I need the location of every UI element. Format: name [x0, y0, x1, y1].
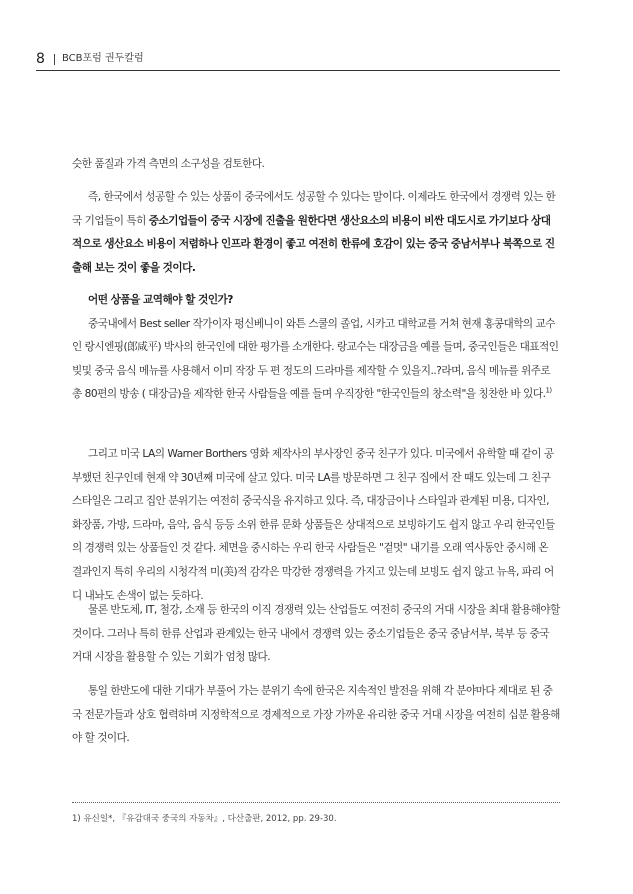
paragraph-3-text [72, 313, 560, 407]
paragraph-6 [72, 680, 560, 751]
section-heading: 어떤 상품을 교역해야 할 것인가? [88, 294, 233, 306]
page-number: 8 [36, 51, 45, 67]
paragraph-4-text: 그리고 미국 LA의 Warner Borthers 영화 제작사의 부사장인 중국 친구가 있다. 미국에서 유학할 때 같이 공부했던 친구인데 현재 약 30년째 미국에 살고 있다. 미국 LA를 방문하면 그 친구 집에서 잔 때도 있는데 그 친구 스타일은 그리고 집안 분위기는 여전히 중국식을 유지하고 있다. 즉, 대장금이나 스타일과 관계된 미용, 디자인, 화장품, 가방, 드라마, 음악, 음식 등등 소위 한류 문화 상품들은 상대적으로 보빙하기도 쉽지 않고 우리 한국인들의 경쟁력 있는 상품들인 것 같다. 체면을 중시하는 우리 한국 사람들은 "겉멋" 내기를 오래 역사동안 중시해 온 결과인지 특히 우리의 시청각적 미(美)적 감각은 막강한 경쟁력을 가지고 있는데 보빙도 쉽지 않고 뉴욕, 파리 어디 내놔도 손색이 없는 듯하다. [72, 448, 555, 602]
footnote-text: 유신일*, 『유감대국 중국의 자동차』, 다산출판, 2012, pp. 29-30. [83, 814, 337, 824]
paragraph-6-text: 통일 한반도에 대한 기대가 부풀어 가는 분위기 속에 한국은 지속적인 발전을 위해 각 분야마다 제대로 된 중국 전문가들과 상호 협력하며 지정학적으로 경제적으로 가장 가까운 유리한 중국 거대 시장을 여전히 십분 활용해야 할 것이다. [72, 685, 560, 745]
header-title: BCB포럼 권두칼럼 [62, 53, 144, 64]
paragraph-5 [72, 599, 560, 670]
footnote-number: 1) [72, 814, 81, 824]
paragraph-3-body: 중국내에서 Best seller 작가이자 펑신베니이 와튼 스쿨의 졸업, 시카고 대학교를 거쳐 현재 홍콩대학의 교수인 랑시엔핑(郎咸平) 박사의 한국인에 대한 평가를 소개한다. 랑교수는 대장금을 예를 들며, 중국인들은 대표적인 빚및 중국 음식 메뉴를 사용해서 이미 작장 두 편 정도의 드라마를 제작할 수 있을지..?라며, 음식 메뉴를 위주로 총 80편의 방송 ( 대장금)을 제작한 한국 사람들을 예를 들며 우직장한 "한국인들의 창소력"을 칭찬한 바 있다. [72, 317, 559, 401]
paragraph-2-text [72, 186, 560, 280]
page-header [36, 50, 560, 70]
header-separator [54, 54, 55, 65]
paragraph-1 [72, 153, 560, 177]
header-rule [36, 70, 560, 71]
footnote [72, 813, 560, 825]
paragraph-4 [72, 443, 560, 608]
footnote-divider [72, 802, 560, 803]
paragraph-2 [72, 186, 560, 280]
paragraph-1-text: 슷한 품질과 가격 측면의 소구성을 검토한다. [72, 158, 265, 170]
section-3 [72, 289, 560, 407]
paragraph-2-plain: 즉, 한국에서 성공할 수 있는 상품이 중국에서도 성공할 수 있다는 말이다. 이제라도 한국에서 경쟁력 있는 한국 기업들이 특히 [72, 191, 556, 227]
paragraph-5-text: 물론 반도체, IT, 철강, 소재 등 한국의 이직 경쟁력 있는 산업들도 여전히 중국의 거대 시장을 최대 활용해야할 것이다. 그러나 특히 한류 산업과 관계있는 한국 내에서 경쟁력 있는 중소기업들은 중국 중남서부, 북부 등 중국 거대 시장을 활용할 수 있는 기회가 엄청 많다. [72, 604, 560, 664]
paragraph-2-emphasis: 중소기업들이 중국 시장에 진출을 원한다면 생산요소의 비용이 비싼 대도시로 가기보다 상대적으로 생산요소 비용이 저렴하나 인프라 환경이 좋고 여전히 한류에 호감이 있는 중국 중남서부나 북쪽으로 진출해 보는 것이 좋을 것이다. [72, 214, 555, 274]
footnote-ref: 1) [545, 386, 552, 395]
